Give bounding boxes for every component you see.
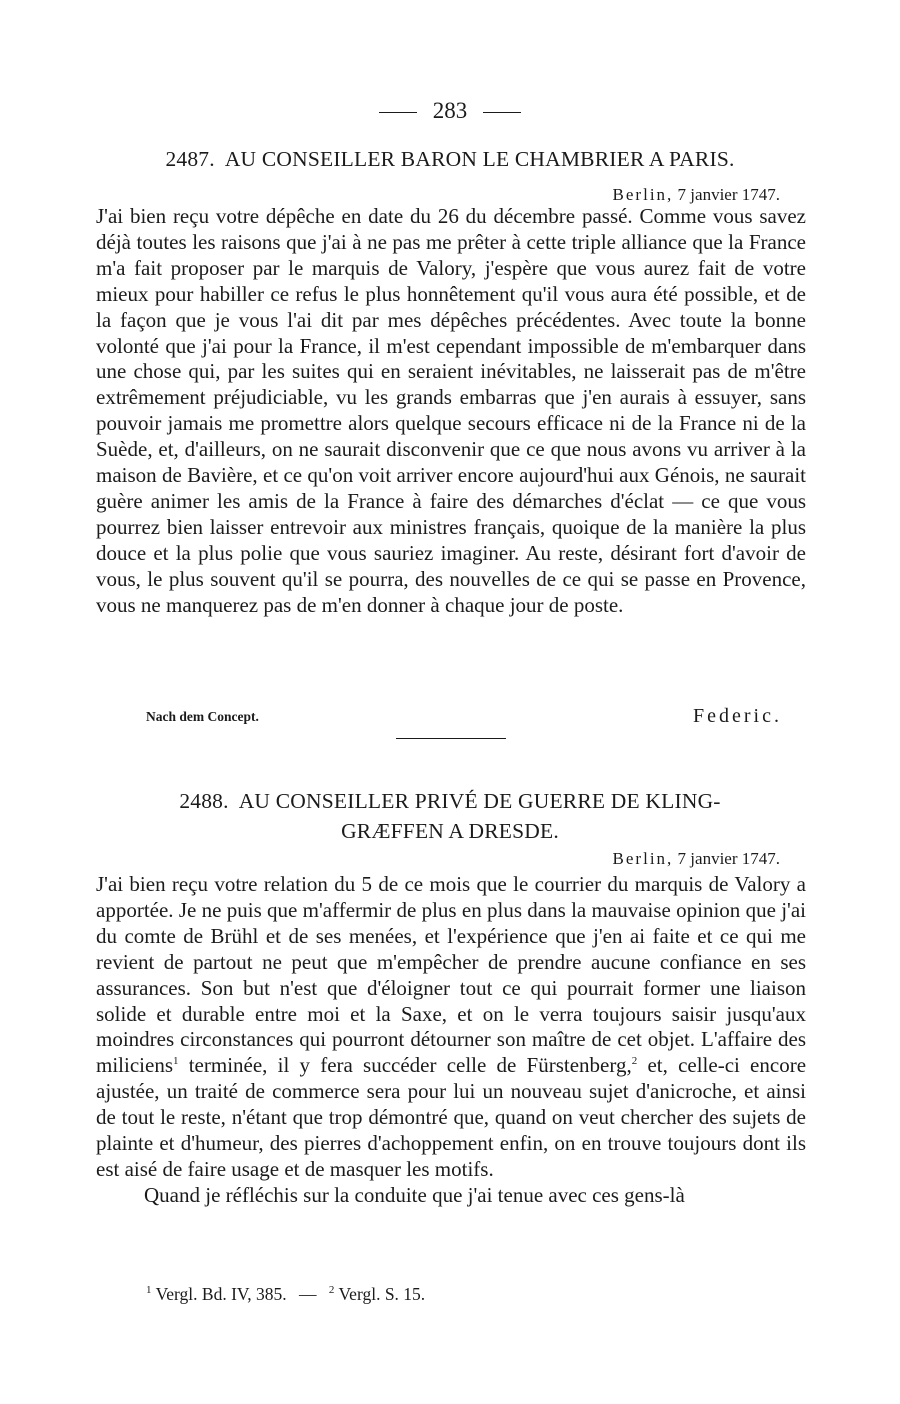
letter-paragraph: J'ai bien reçu votre dépêche en date du 26 du décembre passé. Comme vous savez déjà toutes les raisons que j'ai à ne pas me prêter à cette triple alliance que la France m'a fait proposer par le marquis de Valory, j'espère que vous aurez fait de votre mieux pour habiller ce refus le plus honnêtement qu'il vous aura été possible, et de la façon que je vous l'ai dit par mes dépêches précédentes. Avec toute la bonne volonté que j'ai pour la France, il m'est cependant impossible de m'embarquer dans une chose qui, par les suites qui en seraient inévitables, ne laisserait pas de m'être extrêmement préjudiciable, vu les grands embarras que j'en aurais à essuyer, sans pouvoir jamais me promettre alors quelque secours efficace ni de la France ni de la Suède, et, d'ailleurs, on ne saurait disconvenir que ce que nous avons vu arriver à la maison de Bavière, et ce qu'on voit arriver encore aujourd'hui aux Génois, ne saurait guère animer les amis de la France à faire des démarches d'éclat — ce que vous pourrez bien laisser entrevoir aux ministres français, quoique de la manière la plus douce et la plus polie que vous sauriez imaginer. Au reste, désirant fort d'avoir de vous, le plus souvent qu'il se pourra, des nouvelles de ce qui se passe en Provence, vous ne manquerez pas de m'en donner à chaque jour de poste. xyxy=(96,204,806,617)
page-number-rule-left xyxy=(379,112,417,113)
page-number xyxy=(0,96,900,126)
letter-heading-line: AU CONSEILLER BARON LE CHAMBRIER A PARIS. xyxy=(224,147,735,171)
footnote-text: Vergl. S. 15. xyxy=(338,1284,426,1304)
dateline-date: 7 janvier 1747. xyxy=(677,185,780,204)
letter-dateline xyxy=(613,848,780,870)
letter-number: 2488. xyxy=(179,789,229,813)
paragraph-text: J'ai bien reçu votre relation du 5 de ce mois que le courrier du marquis de Valory a apportée. Je ne puis que m'affermir de plus en plus dans la mauvaise opinion que j'ai du comte de Brühl et de ses menées, et l'expérience que j'en ai faite et ce qui me revient de partout ne peut que m'empêcher de prendre aucune confiance en ses assurances. Son but n'est que d'éloigner tout ce qui pourrait former une liaison solide et durable entre moi et la Saxe, et on le verra toujours saisir jusqu'aux moindres circonstances qui pourront détourner son maître de cet objet. L'affaire des miliciens xyxy=(96,872,806,1078)
letter-paragraph xyxy=(96,872,806,1183)
footnote-mark: 2 xyxy=(328,1284,335,1297)
footnotes xyxy=(146,1282,425,1306)
paragraph-text: et, celle-ci encore ajustée, un traité de commerce sera pour lui un nouveau sujet d'anicroche, et ainsi de tout le reste, n'étant que trop démontré que, quand on veut chercher des sujets de plainte et d'humeur, des pierres d'achoppement enfin, on en trouve toujours dont ils est aisé de faire usage et de masquer les motifs. xyxy=(96,1053,807,1181)
letter-number: 2487. xyxy=(165,147,215,171)
letter-heading-line: GRÆFFEN A DRESDE. xyxy=(341,819,559,843)
footnote-ref-2[interactable]: 2 xyxy=(631,1055,638,1068)
footnote-mark: 1 xyxy=(146,1284,152,1297)
signature: Federic. xyxy=(693,705,782,727)
letter-heading-line: AU CONSEILLER PRIVÉ DE GUERRE DE KLING- xyxy=(238,789,721,813)
letter-body-2487 xyxy=(96,204,806,619)
letter-heading-2487 xyxy=(110,144,790,174)
page-number-rule-right xyxy=(483,112,521,113)
letter-dateline xyxy=(613,184,780,206)
section-divider xyxy=(396,738,506,739)
letter-heading-2488 xyxy=(110,786,790,846)
footnote-ref-1[interactable]: 1 xyxy=(173,1055,179,1068)
page-number-text: 283 xyxy=(432,98,468,123)
footnote-separator: — xyxy=(299,1284,317,1304)
letter-body-2488 xyxy=(96,872,806,1209)
source-note: Nach dem Concept. xyxy=(146,709,259,724)
dateline-date: 7 janvier 1747. xyxy=(677,849,780,868)
dateline-place: Berlin, xyxy=(612,849,674,868)
dateline-place: Berlin, xyxy=(612,185,674,204)
letter-paragraph: Quand je réfléchis sur la conduite que j'ai tenue avec ces gens-là xyxy=(144,1182,685,1207)
footnote-text: Vergl. Bd. IV, 385. xyxy=(155,1284,287,1304)
paragraph-text: terminée, il y fera succéder celle de Fürstenberg, xyxy=(178,1053,632,1078)
